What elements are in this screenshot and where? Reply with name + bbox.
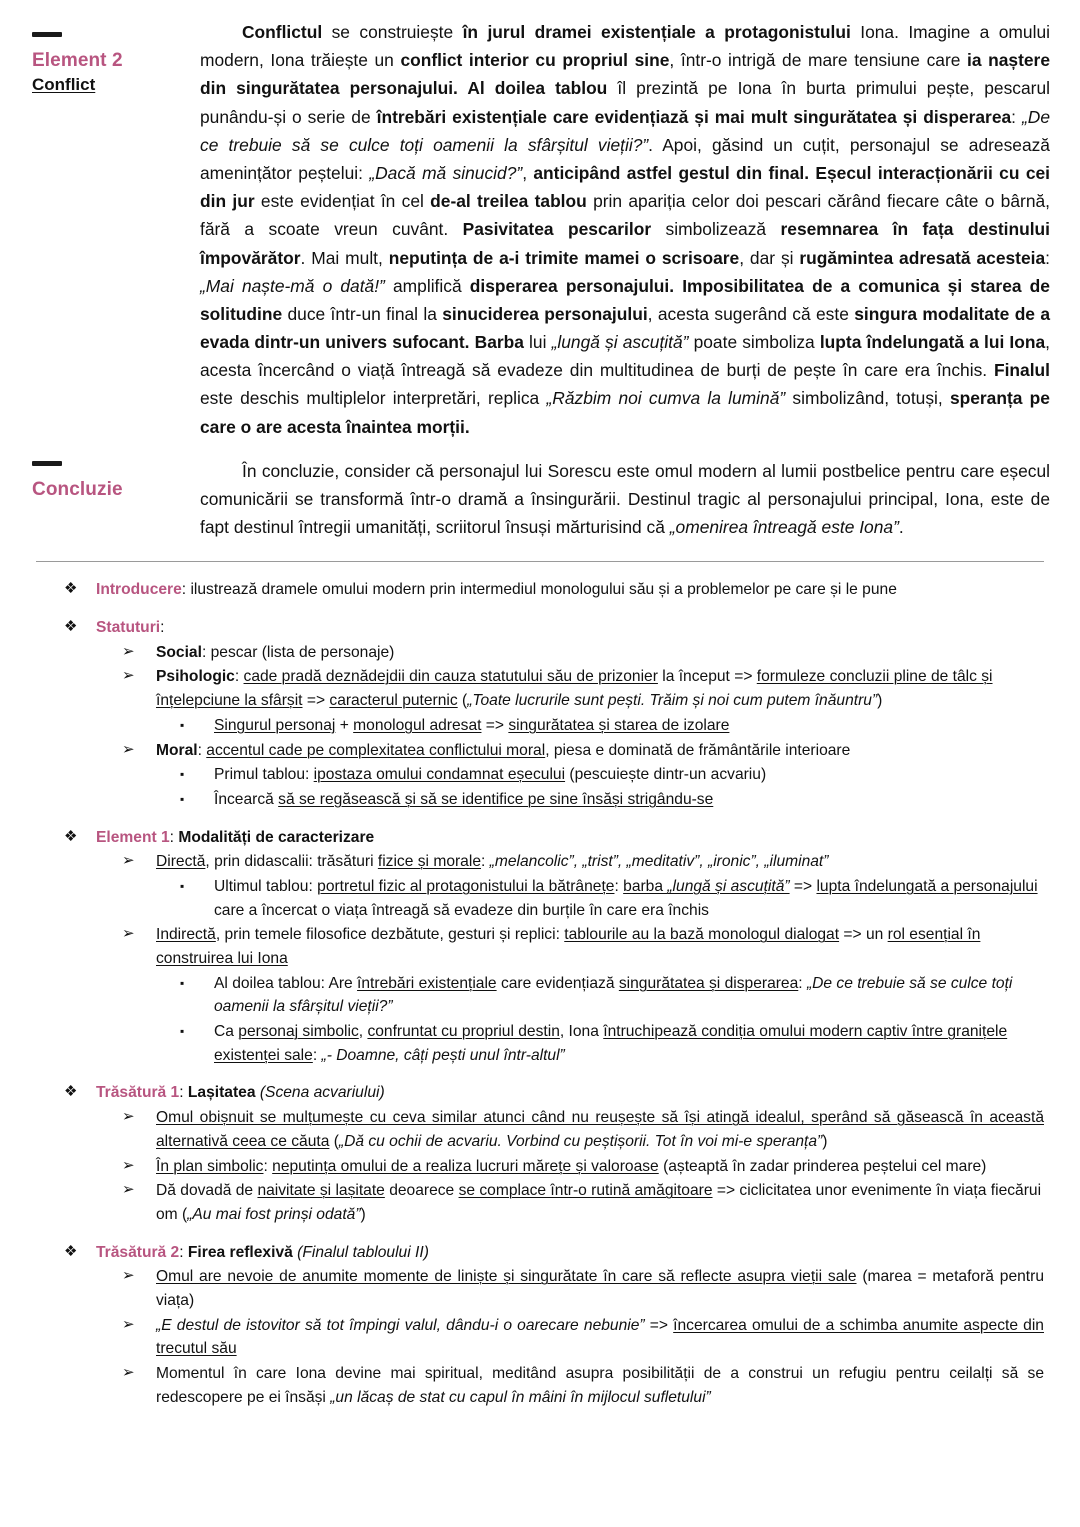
outline-notes <box>22 578 1058 1409</box>
arrow-bullet-icon: ➢ <box>122 1364 135 1381</box>
arrow-bullet-icon: ➢ <box>122 740 135 758</box>
outline-heading-trasatura-2: Trăsătură 2: Firea reflexivă (Finalul tabloului II) <box>96 1243 429 1261</box>
list-item <box>64 665 1044 712</box>
outline-text: Singurul personaj + monologul adresat => singurătatea și starea de izolare <box>214 716 730 734</box>
section-label-element-2 <box>22 18 200 97</box>
list-item <box>64 1179 1044 1226</box>
paragraph-conflict: Conflictul se construiește în jurul dramei existențiale a protagonistului Iona. Imagine a omului modern, Iona trăiește un conflict interior cu propriul sine, într-o intrigă de mare tensiune care ia naștere din singurătatea personajului. Al doilea tablou îl prezintă pe Iona în burta primului pește, pescarul punându-și o serie de întrebări existențiale care evidențiază și mai mult singurătatea și disperarea: „De ce trebuie să se culce toți oamenii la sfârșitul vieții?”. Apoi, găsind un cuțit, personajul se adresează amenințător peștelui: „Dacă mă sinucid?”, anticipând astfel gestul din final. Eșecul interacționării cu cei din jur este evidențiat în cel de-al treilea tablou prin apariția celor doi pescari cărând fiecare câte o bârnă, fără a scoate vreun cuvânt. Pasivitatea pescarilor simbolizează resemnarea în fața destinului împovărător. Mai mult, neputința de a-i trimite mamei o scrisoare, dar și rugămintea adresată acesteia: „Mai naște-mă o dată!” amplifică disperarea personajului. Imposibilitatea de a comunica și starea de solitudine duce într-un final la sinuciderea personajului, acesta sugerând că este singura modalitate de a evada dintr-un univers sufocant. Barba lui „lungă și ascuțită” poate simboliza lupta îndelungată a lui Iona, acesta încercând o viață întreagă să evadeze din multitudinea de burți de pește în care era închis. Finalul este deschis multiplelor interpretări, replica „Răzbim noi cumva la lumină” simbolizând, totuși, speranța pe care o are acesta înaintea morții. <box>200 22 1051 437</box>
list-item <box>64 850 1044 874</box>
arrow-bullet-icon: ➢ <box>122 1267 135 1285</box>
essay-section-element-2 <box>22 18 1058 441</box>
outline-text: Ultimul tablou: portretul fizic al protagonistului la bătrânețe: barba „lungă și ascuțită” => lupta îndelungată a personajului care a încercat o viața întreagă să evadeze din burțile în care era închis <box>214 877 1038 919</box>
label-dash-icon <box>32 461 62 466</box>
outline-heading-statuturi <box>96 616 1044 640</box>
section-label-concluzie <box>22 457 200 502</box>
list-item <box>64 578 1044 602</box>
list-item <box>64 1314 1044 1361</box>
square-bullet-icon: ▪ <box>180 717 185 732</box>
outline-heading-rest: : ilustrează dramele omului modern prin intermediul monologului său și a problemelor pe care și le pune <box>181 581 897 599</box>
outline-text: Moral: accentul cade pe complexitatea conflictului moral, piesa e dominată de frământările interioare <box>156 741 851 759</box>
outline-heading-element-1: Element 1: Modalități de caracterizare <box>96 828 375 846</box>
outline-text: Directă, prin didascalii: trăsături fizice și morale: „melancolic”, „trist”, „meditativ”, „ironic”, „iluminat” <box>156 853 829 871</box>
diamond-bullet-icon: ❖ <box>64 827 78 845</box>
arrow-bullet-icon: ➢ <box>122 925 135 943</box>
arrow-bullet-icon: ➢ <box>122 1108 135 1126</box>
outline-text: Psihologic: cade pradă deznădejdii din cauza statutului său de prizonier la început => formuleze concluzii pline de tâlc și înțelepciune la sfârșit => caracterul puternic („Toate lucrurile sunt pești. Trăim și noi cum putem înăuntru”) <box>156 668 993 710</box>
outline-text: Încearcă să se regăsească și să se identifice pe sine însăși strigându-se <box>214 790 714 808</box>
outline-accent-label: Statuturi <box>96 619 161 637</box>
outline-text: Momentul în care Iona devine mai spiritual, meditând asupra posibilității de a construi un refugiu pentru ceilalți să se redescopere pe ei însăși „un lăcaș de stat cu capul în mâini în mijlocul sufletului” <box>156 1365 1044 1406</box>
list-item <box>64 616 1044 640</box>
label-dash-icon <box>32 32 62 37</box>
outline-heading-introducere <box>96 578 1044 602</box>
list-item <box>64 1106 1044 1153</box>
outline-group-statuturi <box>64 616 1044 812</box>
outline-text: Dă dovadă de naivitate și lașitate deoarece se complace într-o rutină amăgitoare => ciclicitatea unor evenimente în viața fiecărui om („Au mai fost prinși odată”) <box>156 1182 1042 1223</box>
list-item <box>64 875 1044 922</box>
diamond-bullet-icon: ❖ <box>64 1242 78 1260</box>
list-item <box>64 641 1044 665</box>
arrow-bullet-icon: ➢ <box>122 667 135 685</box>
outline-text: În plan simbolic: neputința omului de a realiza lucruri mărețe și valoroase (așteaptă în zadar prinderea peștelui cel mare) <box>156 1157 987 1175</box>
list-item <box>64 1362 1044 1409</box>
list-item <box>64 826 1044 850</box>
arrow-bullet-icon: ➢ <box>122 1156 135 1174</box>
list-item <box>64 972 1044 1019</box>
essay-body-element-2 <box>200 18 1058 441</box>
square-bullet-icon: ▪ <box>180 878 185 893</box>
outline-text: Social: pescar (lista de personaje) <box>156 643 395 661</box>
list-item <box>64 714 1044 738</box>
list-item <box>64 1241 1044 1265</box>
outline-text: Indirectă, prin temele filosofice dezbătute, gesturi și replici: tablourile au la bază monologul dialogat => un rol esențial în construirea lui Iona <box>156 926 981 967</box>
diamond-bullet-icon: ❖ <box>64 580 78 598</box>
section-label-title: Element 2 <box>32 50 123 71</box>
arrow-bullet-icon: ➢ <box>122 1315 135 1333</box>
list-item <box>64 923 1044 970</box>
outline-heading-rest: : <box>160 619 165 637</box>
diamond-bullet-icon: ❖ <box>64 1083 78 1101</box>
essay-body-concluzie <box>200 457 1058 542</box>
paragraph-concluzie: În concluzie, consider că personajul lui Sorescu este omul modern al lumii postbelice pentru care eșecul comunicării se transformă într-o dramă a însingurării. Destinul tragic al personajului principal, Iona, este de fapt destinul întregii umanități, scriitorul însuși mărturisind că „omenirea întreagă este Iona”. <box>200 460 1050 538</box>
arrow-bullet-icon: ➢ <box>122 1181 135 1199</box>
outline-text: Primul tablou: ipostaza omului condamnat eșecului (pescuiește dintr-un acvariu) <box>214 766 767 784</box>
list-item <box>64 1265 1044 1312</box>
diamond-bullet-icon: ❖ <box>64 618 78 636</box>
section-divider <box>36 561 1044 562</box>
arrow-bullet-icon: ➢ <box>122 642 135 660</box>
outline-text: „E destul de istovitor să tot împingi valul, dându-i o oarecare nebunie” => încercarea omului de a schimba anumite aspecte din trecutul său <box>156 1316 1044 1358</box>
square-bullet-icon: ▪ <box>180 791 185 806</box>
outline-accent-label: Trăsătură 1 <box>96 1084 180 1102</box>
outline-group-trasatura-2 <box>64 1241 1044 1410</box>
outline-heading-trasatura-1: Trăsătură 1: Lașitatea (Scena acvariului) <box>96 1084 385 1102</box>
outline-group-trasatura-1 <box>64 1081 1044 1226</box>
outline-text: Ca personaj simbolic, confruntat cu propriul destin, Iona întruchipează condiția omului modern captiv între granițele existenței sale: „- Doamne, câți pești unul într-altul” <box>214 1023 1008 1064</box>
outline-text: Al doilea tablou: Are întrebări existențiale care evidențiază singurătatea și disperarea: „De ce trebuie să se culce toți oamenii la sfârșitul vieții?” <box>214 974 1013 1016</box>
outline-group-introducere <box>64 578 1044 602</box>
outline-text: Omul are nevoie de anumite momente de liniște și singurătate în care să reflecte asupra vieții sale (marea = metaforă pentru viața) <box>156 1268 1044 1309</box>
outline-text: Omul obișnuit se mulțumește cu ceva similar atunci când nu reușește să își atingă idealul, sperând să găsească în această alternativă ceea ce căuta („Dă cu ochii de acvariu. Vorbind cu peștișorii. Tot în voi mi-e speranța”) <box>156 1109 1044 1150</box>
list-item <box>64 1155 1044 1179</box>
list-item <box>64 788 1044 812</box>
outline-accent-label: Introducere <box>96 581 182 599</box>
outline-group-element-1 <box>64 826 1044 1068</box>
outline-accent-label: Element 1 <box>96 828 170 846</box>
essay-section-concluzie <box>22 457 1058 542</box>
list-item <box>64 1020 1044 1067</box>
list-item <box>64 739 1044 763</box>
section-label-subtitle: Conflict <box>32 74 96 94</box>
list-item <box>64 1081 1044 1105</box>
list-item <box>64 763 1044 787</box>
square-bullet-icon: ▪ <box>180 767 185 782</box>
outline-accent-label: Trăsătură 2 <box>96 1243 180 1261</box>
arrow-bullet-icon: ➢ <box>122 852 135 870</box>
square-bullet-icon: ▪ <box>180 1024 185 1039</box>
square-bullet-icon: ▪ <box>180 975 185 990</box>
section-label-title: Concluzie <box>32 478 123 500</box>
